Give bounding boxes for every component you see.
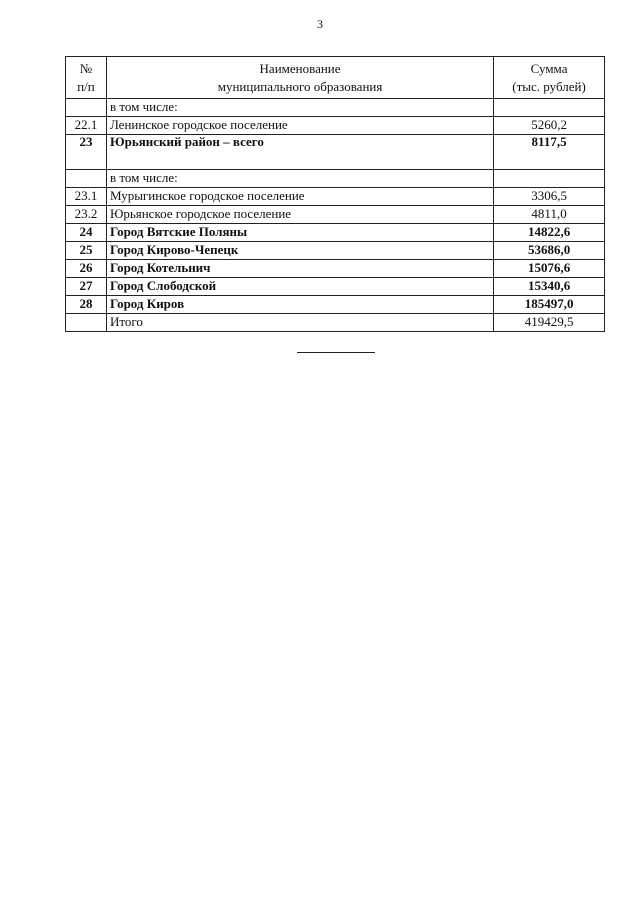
row-sum-cell: 14822,6 [494,224,605,242]
table-row [66,170,605,188]
row-sum-cell: 419429,5 [494,314,605,332]
row-name-cell: Итого [106,314,493,332]
row-number-cell: 28 [66,296,107,314]
header-name-line-1: Наименование [259,61,341,76]
table-row [66,242,605,260]
table-row [66,296,605,314]
end-rule [297,352,375,353]
row-sum-cell: 5260,2 [494,117,605,135]
row-number-cell [66,170,107,188]
budget-table [65,56,605,332]
table-row [66,224,605,242]
row-number-cell: 24 [66,224,107,242]
row-name-cell: Город Вятские Поляны [106,224,493,242]
row-number-cell: 26 [66,260,107,278]
row-name-cell: Юрьянский район – всего [106,135,493,170]
row-name-cell: Город Киров [106,296,493,314]
table-row [66,99,605,117]
row-name-cell: Город Котельнич [106,260,493,278]
row-name-cell: Город Слободской [106,278,493,296]
row-name-cell: Юрьянское городское поселение [106,206,493,224]
header-name-line-2: муниципального образования [217,78,383,94]
row-number-cell [66,314,107,332]
row-sum-cell [494,99,605,117]
table-row [66,278,605,296]
row-number-cell: 23 [66,135,107,170]
table-row [66,188,605,206]
row-sum-cell: 15076,6 [494,260,605,278]
table-row [66,314,605,332]
row-sum-cell: 3306,5 [494,188,605,206]
row-name-cell: Мурыгинское городское поселение [106,188,493,206]
row-number-cell [66,99,107,117]
row-sum-cell: 15340,6 [494,278,605,296]
table-body [66,99,605,332]
row-name-cell: в том числе: [106,99,493,117]
table-row [66,206,605,224]
row-number-cell: 27 [66,278,107,296]
table-row [66,260,605,278]
row-sum-cell [494,170,605,188]
header-sum [494,57,605,99]
table-header-row [66,57,605,99]
header-number-line-2: п/п [77,78,95,94]
row-number-cell: 22.1 [66,117,107,135]
table-row [66,135,605,170]
header-sum-line-1: Сумма [530,61,568,76]
row-sum-cell: 4811,0 [494,206,605,224]
header-name [106,57,493,99]
header-sum-line-2: (тыс. рублей) [512,78,586,94]
row-number-cell: 25 [66,242,107,260]
row-name-cell: Ленинское городское поселение [106,117,493,135]
row-number-cell: 23.1 [66,188,107,206]
header-number-line-1: № [79,61,93,76]
row-name-cell: в том числе: [106,170,493,188]
row-sum-cell: 8117,5 [494,135,605,170]
header-number [66,57,107,99]
row-number-cell: 23.2 [66,206,107,224]
row-sum-cell: 53686,0 [494,242,605,260]
page-number: 3 [317,17,323,31]
table-row [66,117,605,135]
row-sum-cell: 185497,0 [494,296,605,314]
row-name-cell: Город Кирово-Чепецк [106,242,493,260]
